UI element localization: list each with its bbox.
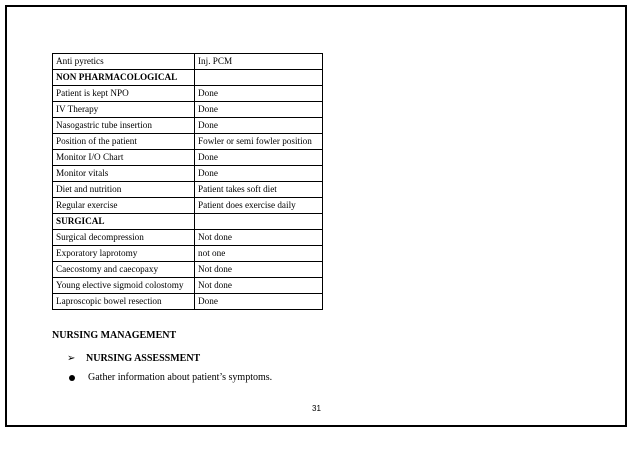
table-cell: Not done — [195, 278, 323, 294]
arrow-bullet-icon: ➢ — [67, 353, 76, 364]
table-row — [53, 214, 323, 230]
table-cell: IV Therapy — [53, 102, 195, 118]
table-cell: Diet and nutrition — [53, 182, 195, 198]
table-cell: Done — [195, 118, 323, 134]
table-cell: Position of the patient — [53, 134, 195, 150]
table-cell: Not done — [195, 262, 323, 278]
table-row — [53, 54, 323, 70]
bullet-text: Gather information about patient’s symptoms. — [88, 372, 273, 383]
table-row — [53, 262, 323, 278]
nursing-management-heading: NURSING MANAGEMENT — [52, 330, 177, 341]
nursing-assessment-item — [67, 353, 200, 364]
table-row — [53, 150, 323, 166]
table-row — [53, 198, 323, 214]
table-cell: Regular exercise — [53, 198, 195, 214]
section-header-cell: NON PHARMACOLOGICAL — [53, 70, 195, 86]
table-cell: Done — [195, 102, 323, 118]
table-row — [53, 118, 323, 134]
table-cell: Done — [195, 86, 323, 102]
table-cell: Anti pyretics — [53, 54, 195, 70]
treatment-table — [52, 53, 323, 310]
table-cell: Done — [195, 294, 323, 310]
table-cell: Monitor vitals — [53, 166, 195, 182]
table-cell: Laproscopic bowel resection — [53, 294, 195, 310]
table-cell: not one — [195, 246, 323, 262]
table-cell: Patient does exercise daily — [195, 198, 323, 214]
table-cell: Patient is kept NPO — [53, 86, 195, 102]
table-cell: Nasogastric tube insertion — [53, 118, 195, 134]
table-row — [53, 278, 323, 294]
table-row — [53, 134, 323, 150]
table-row — [53, 182, 323, 198]
page-number: 31 — [312, 404, 321, 413]
table-cell — [195, 70, 323, 86]
table-cell: Young elective sigmoid colostomy — [53, 278, 195, 294]
nursing-assessment-label: NURSING ASSESSMENT — [86, 353, 201, 364]
table-cell: Monitor I/O Chart — [53, 150, 195, 166]
table-row — [53, 166, 323, 182]
table-row — [53, 102, 323, 118]
table-row — [53, 246, 323, 262]
table-cell: Done — [195, 166, 323, 182]
table-cell: Patient takes soft diet — [195, 182, 323, 198]
table-cell: Not done — [195, 230, 323, 246]
bullet-dot-icon — [69, 375, 75, 381]
table-cell — [195, 214, 323, 230]
bullet-list-item — [67, 372, 272, 383]
table-row — [53, 70, 323, 86]
table-row — [53, 230, 323, 246]
table-cell: Exporatory laprotomy — [53, 246, 195, 262]
table-row — [53, 294, 323, 310]
table-cell: Fowler or semi fowler position — [195, 134, 323, 150]
table-cell: Surgical decompression — [53, 230, 195, 246]
table-row — [53, 86, 323, 102]
table-cell: Caecostomy and caecopaxy — [53, 262, 195, 278]
table-cell: Inj. PCM — [195, 54, 323, 70]
table-cell: Done — [195, 150, 323, 166]
section-header-cell: SURGICAL — [53, 214, 195, 230]
